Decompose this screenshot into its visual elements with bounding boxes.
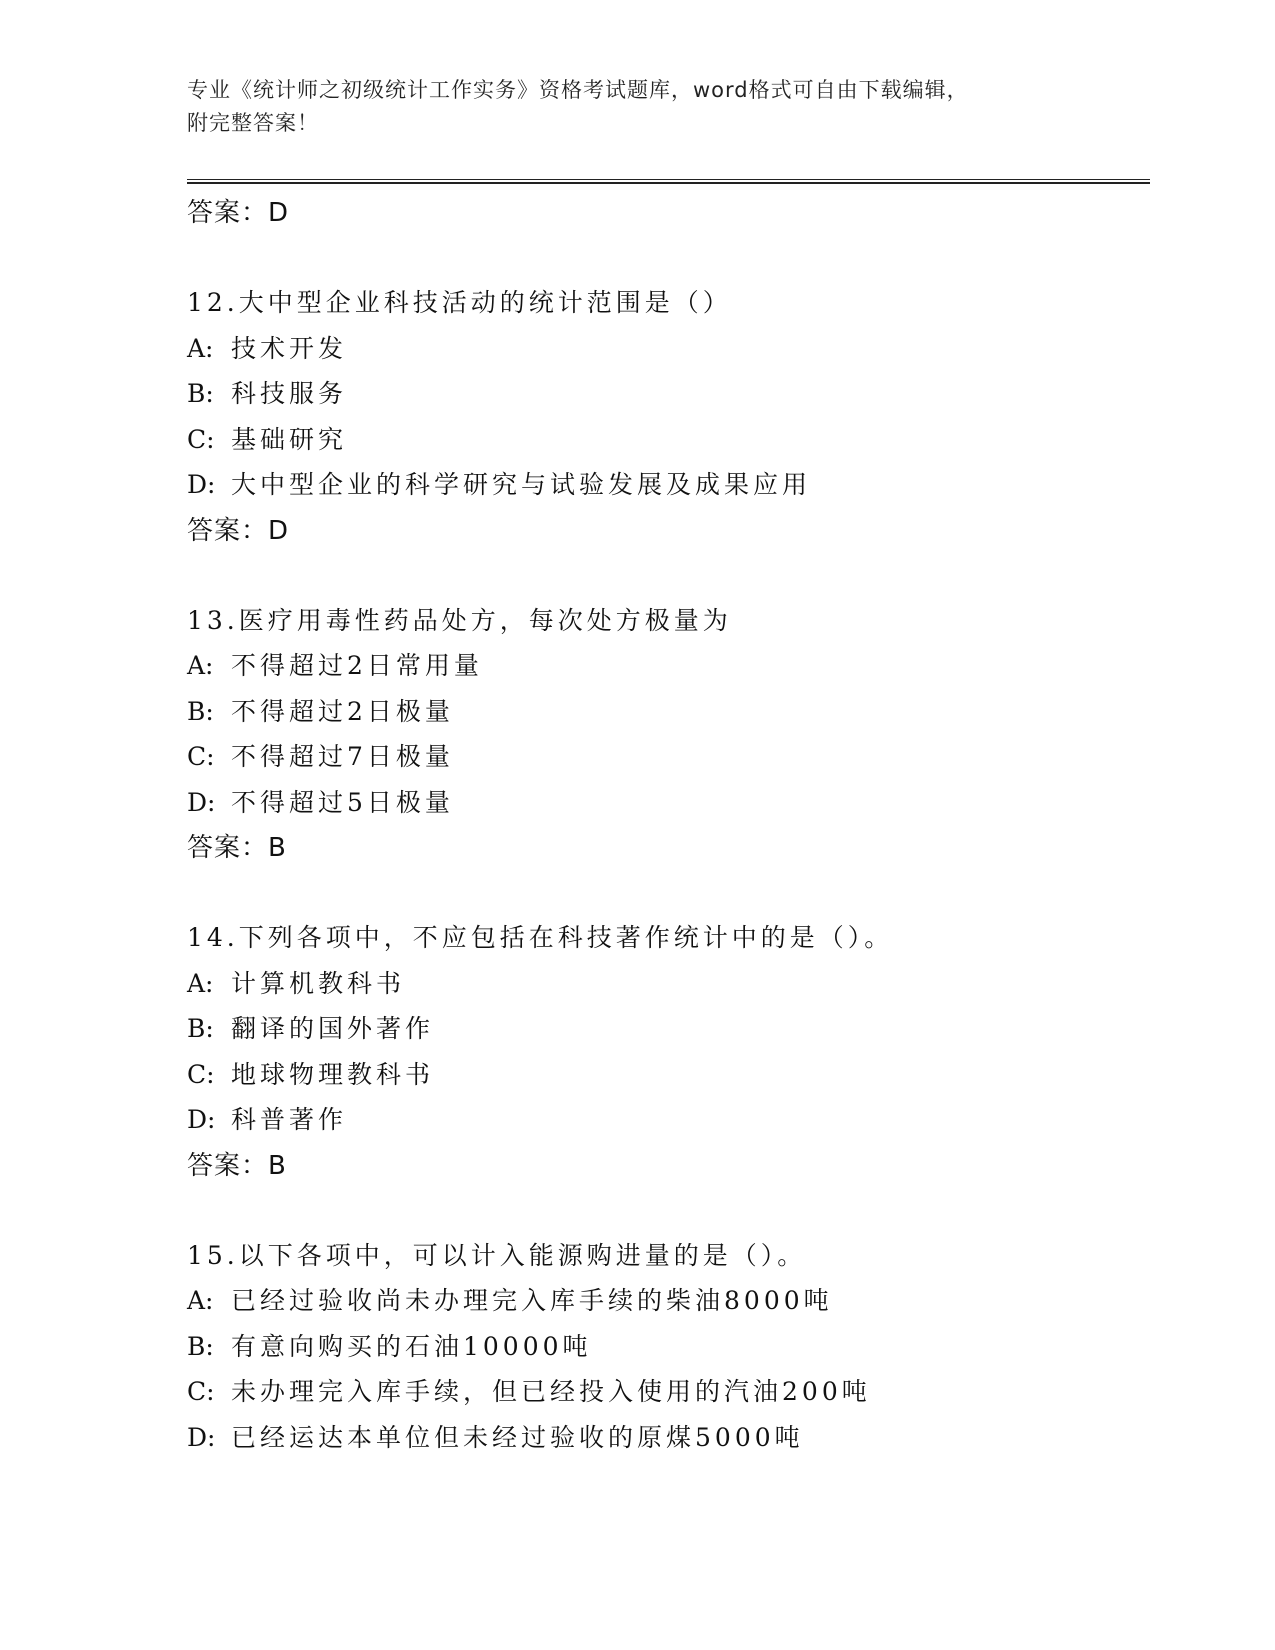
option-a [187,643,1150,689]
option-text: 不得超过2日极量 [231,696,454,726]
question-text: 13.医疗用毒性药品处方，每次处方极量为 [187,605,732,635]
option-a [187,961,1150,1007]
option-c [187,417,1150,463]
option-letter: B: [187,1014,214,1043]
option-text: 科技服务 [231,379,348,408]
spacer [187,1189,1150,1233]
answer-label: 答案：B [187,833,287,863]
option-d [187,780,1150,826]
option-text: 科普著作 [231,1105,348,1134]
option-text: 已经运达本单位但未经过验收的原煤5000吨 [231,1422,804,1452]
option-text: 不得超过7日极量 [231,742,454,771]
option-letter: B: [187,1331,214,1361]
question-text: 14.下列各项中，不应包括在科技著作统计中的是（）。 [187,923,894,952]
option-text: 未办理完入库手续，但已经投入使用的汽油200吨 [231,1377,871,1406]
question-block [187,1233,1150,1461]
question-text: 15.以下各项中，可以计入能源购进量的是（）。 [187,1240,807,1270]
option-letter: D: [187,470,216,499]
option-text: 不得超过2日常用量 [231,651,483,680]
header-divider [187,179,1150,184]
option-letter: B: [187,696,214,726]
answer-label: 答案：D [187,515,290,546]
option-text: 技术开发 [231,333,348,363]
option-a [187,1278,1150,1324]
option-text: 已经过验收尚未办理完入库手续的柴油8000吨 [231,1286,833,1315]
spacer [187,871,1150,915]
option-d [187,1415,1150,1461]
answer-label: 答案：D [187,198,290,228]
option-letter: A: [187,1286,214,1315]
question-block [187,280,1150,554]
option-letter: C: [187,1059,215,1089]
option-b [187,689,1150,735]
option-text: 计算机教科书 [231,968,406,998]
header-line-1: 专业《统计师之初级统计工作实务》资格考试题库，word格式可自由下载编辑， [187,78,969,102]
option-b [187,371,1150,417]
option-text: 不得超过5日极量 [231,787,454,817]
answer-label: 答案：B [187,1150,287,1181]
option-letter: C: [187,742,215,771]
option-c [187,1369,1150,1415]
option-b [187,1324,1150,1370]
option-letter: C: [187,1377,215,1406]
option-text: 翻译的国外著作 [231,1014,435,1043]
document-header [187,74,1087,140]
option-letter: A: [187,333,214,363]
option-text: 有意向购买的石油10000吨 [231,1331,592,1361]
option-letter: C: [187,424,215,454]
spacer [187,554,1150,598]
option-letter: D: [187,1105,216,1134]
option-text: 基础研究 [231,424,348,454]
spacer [187,236,1150,280]
option-b [187,1006,1150,1052]
question-list [187,190,1150,1460]
option-c [187,1052,1150,1098]
option-letter: D: [187,1422,216,1452]
option-c [187,734,1150,780]
question-block [187,915,1150,1189]
question-block [187,598,1150,872]
question-text: 12.大中型企业科技活动的统计范围是（） [187,288,732,317]
header-line-2: 附完整答案！ [187,111,319,135]
option-text: 大中型企业的科学研究与试验发展及成果应用 [231,470,812,499]
option-letter: A: [187,968,214,998]
option-letter: B: [187,379,214,408]
option-d [187,462,1150,508]
option-letter: D: [187,787,216,817]
option-text: 地球物理教科书 [231,1059,435,1089]
option-d [187,1097,1150,1143]
option-a [187,326,1150,372]
option-letter: A: [187,651,214,680]
